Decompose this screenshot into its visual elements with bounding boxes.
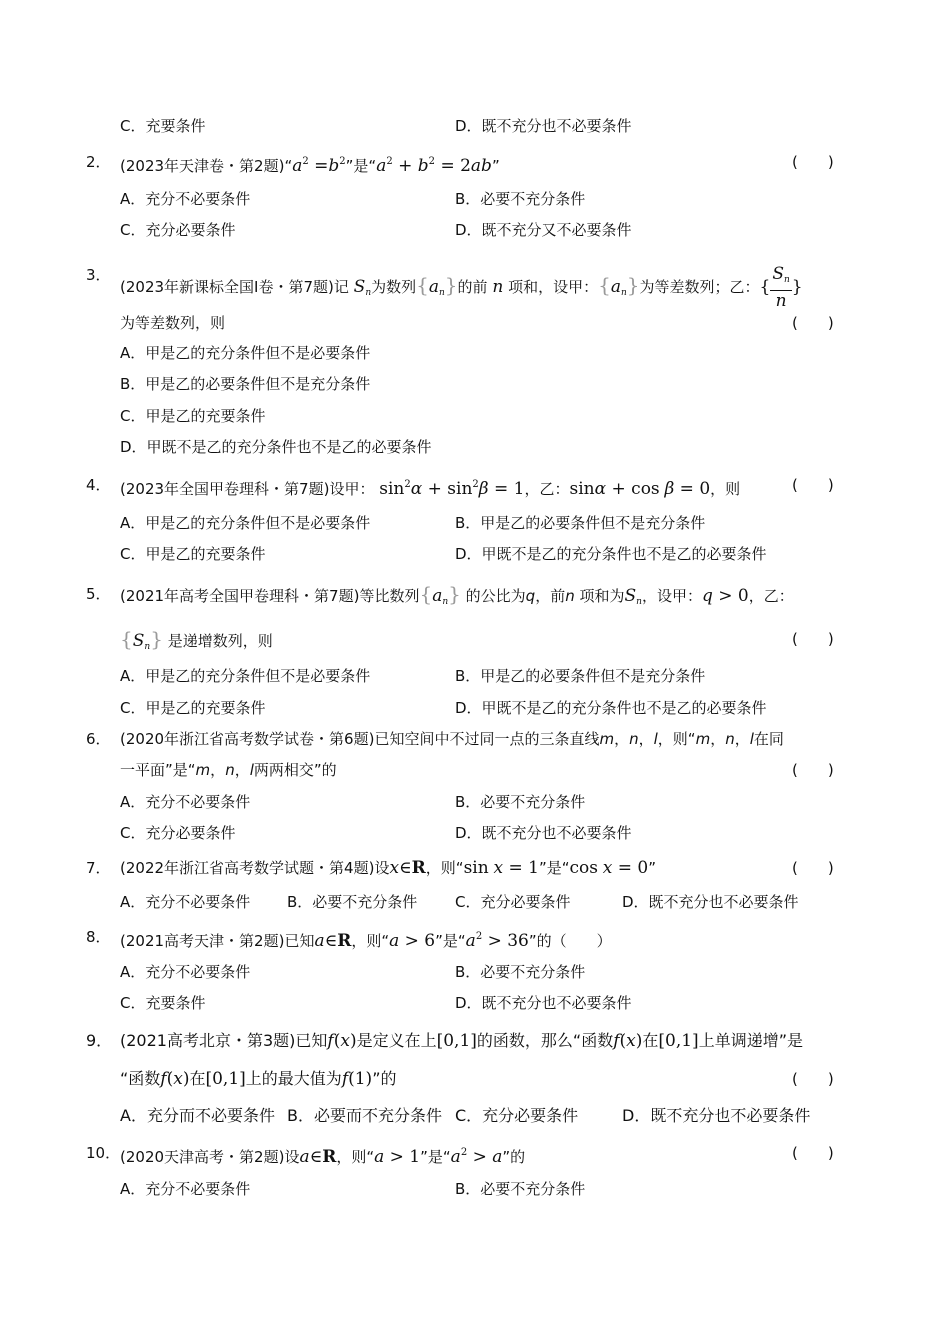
answer-blank: ( )	[792, 761, 834, 779]
text: ”的	[502, 1148, 526, 1166]
quote: ”	[491, 157, 500, 175]
answer-blank: ( )	[792, 1070, 834, 1088]
math-var: f	[341, 1069, 349, 1089]
math-paren: (	[619, 1031, 627, 1051]
text: ，	[614, 730, 630, 748]
math-func: sin	[379, 479, 405, 499]
text: ，则“	[425, 859, 464, 877]
question-stem-cont	[120, 1068, 397, 1090]
question-stem	[120, 583, 794, 613]
text: ，	[638, 730, 654, 748]
option-c: C．充分必要条件	[120, 221, 236, 239]
math-func: sin	[463, 858, 489, 878]
text: ，	[734, 730, 750, 748]
option-d: D．甲既不是乙的充分条件也不是乙的必要条件	[455, 545, 767, 563]
question-stem	[120, 857, 656, 879]
answer-blank: ( )	[792, 1144, 834, 1162]
text: ”是“	[435, 932, 466, 950]
math-paren: )	[635, 1031, 643, 1051]
fraction-sn-over-n	[770, 264, 791, 311]
math-op: = 1	[488, 479, 525, 499]
question-stem	[120, 926, 612, 952]
math-var: x	[340, 1031, 350, 1051]
brace-left: {	[598, 273, 611, 297]
math-var: l	[653, 730, 658, 748]
option-c: C．充分必要条件	[455, 1106, 579, 1125]
math-set: R	[337, 931, 352, 951]
option-c: C．甲是乙的充要条件	[120, 545, 266, 563]
math-var: a	[292, 156, 303, 176]
math-exp: 2	[404, 479, 411, 490]
answer-blank: ( )	[792, 630, 834, 648]
question-number: 9．	[86, 1031, 113, 1050]
math-op: = 0	[612, 858, 649, 878]
math-brace: }	[791, 277, 803, 297]
option-c: C．甲是乙的充要条件	[120, 407, 266, 425]
math-var: x	[602, 858, 613, 878]
text: 上的最大值为	[245, 1069, 342, 1088]
math-var: x	[389, 858, 400, 878]
text: 在同	[753, 730, 784, 748]
math-var: f	[160, 1069, 167, 1089]
math-interval: [0,1]	[436, 1031, 477, 1051]
option-d: D．甲既不是乙的充分条件也不是乙的必要条件	[120, 438, 432, 456]
math-var: β	[664, 479, 675, 499]
question-stem	[120, 474, 740, 500]
math-var: S	[132, 631, 145, 651]
question-stem-cont	[120, 628, 273, 658]
brace-right: }	[448, 582, 461, 606]
question-number: 8．	[86, 928, 111, 946]
option-a: A．充分而不必要条件	[120, 1106, 275, 1125]
math-var: α	[594, 479, 607, 499]
quote: “	[284, 157, 293, 175]
option-a: A．甲是乙的充分条件但不是必要条件	[120, 667, 371, 685]
math-arg: (1)	[348, 1069, 373, 1089]
math-exp: 2	[428, 156, 436, 167]
option-d: D．既不充分也不必要条件	[622, 1106, 811, 1125]
math-sub: n	[620, 288, 627, 298]
text: ”是“	[538, 859, 570, 877]
math-op: = 1	[503, 858, 539, 878]
question-number: 10．	[86, 1144, 121, 1162]
math-var: S	[353, 277, 366, 297]
math-func: sin	[569, 479, 595, 499]
math-op: > 36	[482, 931, 529, 951]
option-a: A．充分不必要条件	[120, 963, 251, 981]
question-number: 5．	[86, 585, 111, 603]
text: 在	[642, 1031, 659, 1050]
math-set: R	[322, 1147, 337, 1167]
text: ，设甲：	[641, 587, 702, 605]
math-var: x	[626, 1031, 636, 1051]
text: 已知	[284, 932, 315, 950]
text: 一平面”是“	[120, 761, 196, 779]
question-stem-cont	[120, 759, 337, 781]
brace-right: }	[150, 627, 163, 651]
text: 是递增数列，则	[167, 632, 273, 650]
math-var: x	[173, 1069, 183, 1089]
math-var: a	[376, 156, 387, 176]
text: 的函数，那么“函数	[476, 1031, 614, 1050]
question-source: (2023年全国甲卷理科・第7题)	[120, 480, 330, 498]
math-exp: 2	[460, 1147, 468, 1158]
option-d: D．既不充分也不必要条件	[455, 994, 632, 1012]
math-var: n	[492, 277, 504, 297]
text: ”的（ ）	[528, 932, 612, 950]
math-sub: n	[442, 597, 449, 607]
math-paren: (	[333, 1031, 341, 1051]
brace-right: }	[444, 273, 458, 297]
option-a: A．充分不必要条件	[120, 793, 251, 811]
math-interval: [0,1]	[658, 1031, 699, 1051]
math-sub: n	[636, 597, 642, 607]
text: 为数列	[371, 278, 417, 296]
math-var: n	[775, 291, 787, 311]
option-d: D．甲既不是乙的充分条件也不是乙的必要条件	[455, 699, 767, 717]
text: 记	[333, 278, 349, 296]
text: 已知空间中不过同一点的三条直线	[374, 730, 600, 748]
option-b: B．必要不充分条件	[455, 190, 586, 208]
answer-blank: ( )	[792, 314, 834, 332]
math-sub: n	[783, 275, 790, 285]
math-var: a	[465, 931, 476, 951]
math-sub: n	[365, 288, 372, 298]
text: ，则“	[351, 932, 390, 950]
math-var: f	[613, 1031, 620, 1051]
math-var: n	[629, 730, 639, 748]
brace-left: {	[416, 273, 429, 297]
question-source: (2021年高考全国甲卷理科・第7题)	[120, 587, 360, 605]
math-op: +	[606, 479, 632, 499]
text: 已知	[295, 1031, 328, 1050]
math-var: q	[525, 587, 536, 605]
math-op: =	[308, 156, 329, 176]
text: 的公比为	[465, 587, 526, 605]
option-b: B．必要不充分条件	[287, 893, 418, 911]
option-b: B．甲是乙的必要条件但不是充分条件	[455, 514, 706, 532]
math-op: = 0	[674, 479, 711, 499]
math-var: m	[695, 730, 711, 748]
question-number: 7．	[86, 859, 111, 877]
math-var: l	[749, 730, 754, 748]
option-b: B．甲是乙的必要条件但不是充分条件	[120, 375, 371, 393]
question-source: (2020年浙江省高考数学试卷・第6题)	[120, 730, 375, 748]
option-a: A．充分不必要条件	[120, 190, 251, 208]
text: 是定义在上	[356, 1031, 437, 1050]
math-var: b	[417, 156, 429, 176]
math-var: α	[410, 479, 423, 499]
question-source: (2021高考天津・第2题)	[120, 932, 285, 950]
question-source: (2023年天津卷・第2题)	[120, 157, 285, 175]
math-var: a	[314, 931, 325, 951]
math-var: n	[725, 730, 735, 748]
text: 设	[374, 859, 390, 877]
brace-right: }	[626, 273, 640, 297]
question-source: (2023年新课标全国Ⅰ卷・第7题)	[120, 278, 334, 296]
option-a: A．充分不必要条件	[120, 1180, 251, 1198]
math-paren: (	[166, 1069, 174, 1089]
math-var: a	[450, 1147, 461, 1167]
question-stem	[120, 1142, 525, 1168]
math-op: = 2	[435, 156, 471, 176]
text: 项和，设甲：	[508, 278, 599, 296]
question-source: (2021高考北京・第3题)	[120, 1031, 296, 1050]
text: ，则	[710, 480, 741, 498]
text: ”是“	[420, 1148, 451, 1166]
option-a: A．甲是乙的充分条件但不是必要条件	[120, 344, 371, 362]
text: 上单调递增”是	[698, 1031, 803, 1050]
option-c: C．充要条件	[120, 994, 206, 1012]
option-b: B．必要不充分条件	[455, 963, 586, 981]
text: “函数	[120, 1069, 161, 1088]
text: 设甲：	[329, 480, 375, 498]
math-var: a	[432, 586, 443, 606]
question-stem-cont: 为等差数列，则	[120, 314, 226, 332]
text: ，乙：	[524, 480, 570, 498]
math-paren: )	[349, 1031, 357, 1051]
math-op: >	[467, 1147, 493, 1167]
text: ，	[210, 761, 226, 779]
math-var: x	[493, 858, 504, 878]
option-a: A．充分不必要条件	[120, 893, 251, 911]
math-op: +	[392, 156, 418, 176]
math-var: a	[374, 1147, 385, 1167]
math-sub: n	[144, 642, 151, 652]
math-var: a	[610, 277, 621, 297]
answer-blank: ( )	[792, 859, 834, 877]
math-var: n	[225, 761, 235, 779]
text: 的前	[457, 278, 488, 296]
math-exp: 2	[472, 479, 479, 490]
option-c: C．充分必要条件	[120, 824, 236, 842]
option-b: B．必要不充分条件	[455, 1180, 586, 1198]
question-source: (2020天津高考・第2题)	[120, 1148, 285, 1166]
text: 为等差数列；乙：	[639, 278, 760, 296]
text: 等比数列	[359, 587, 420, 605]
answer-blank: ( )	[792, 153, 834, 171]
question-stem	[120, 151, 500, 177]
question-number: 6．	[86, 730, 111, 748]
math-op: > 0	[712, 586, 749, 606]
brace-left: {	[120, 627, 133, 651]
math-var: b	[328, 156, 340, 176]
math-paren: )	[182, 1069, 190, 1089]
option-b: B．必要而不充分条件	[287, 1106, 442, 1125]
math-func: cos	[631, 479, 660, 499]
math-var: a	[492, 1147, 503, 1167]
math-var: a	[299, 1147, 310, 1167]
option-c: C．甲是乙的充要条件	[120, 699, 266, 717]
math-var: m	[195, 761, 211, 779]
question-number: 2．	[86, 153, 111, 171]
math-var: a	[428, 277, 439, 297]
text: 两两相交”的	[253, 761, 337, 779]
option-d: D．既不充分也不必要条件	[622, 893, 799, 911]
option-b: B．必要不充分条件	[455, 793, 586, 811]
brace-left: {	[419, 582, 433, 606]
math-var: a	[389, 931, 400, 951]
math-var: S	[772, 264, 784, 284]
question-number: 3．	[86, 266, 111, 284]
option-d: D．既不充分也不必要条件	[455, 117, 632, 135]
math-exp: 2	[339, 156, 346, 167]
answer-blank: ( )	[792, 476, 834, 494]
option-a: A．甲是乙的充分条件但不是必要条件	[120, 514, 371, 532]
math-exp: 2	[386, 156, 393, 167]
math-op: > 1	[384, 1147, 421, 1167]
text: ，乙：	[748, 587, 794, 605]
question-stem	[120, 728, 784, 750]
quote: ”是“	[345, 157, 377, 175]
math-var: S	[624, 586, 637, 606]
text: ，	[234, 761, 250, 779]
option-d: D．既不充分也不必要条件	[455, 824, 632, 842]
question-source: (2022年浙江省高考数学试题・第4题)	[120, 859, 375, 877]
question-stem	[120, 1030, 803, 1052]
math-op: +	[422, 479, 448, 499]
math-op: ∈	[399, 858, 412, 878]
option-c: C．充要条件	[120, 117, 206, 135]
math-var: l	[249, 761, 254, 779]
text: ，前	[535, 587, 566, 605]
math-var: f	[327, 1031, 334, 1051]
text: ”的	[372, 1069, 397, 1088]
text: ，则“	[336, 1148, 375, 1166]
math-func: cos	[569, 858, 598, 878]
math-interval: [0,1]	[205, 1069, 246, 1089]
question-number: 4．	[86, 476, 111, 494]
math-exp: 2	[302, 156, 309, 167]
math-sub: n	[439, 288, 445, 298]
text: 设	[284, 1148, 300, 1166]
option-b: B．甲是乙的必要条件但不是充分条件	[455, 667, 706, 685]
math-op: ∈	[324, 931, 338, 951]
option-c: C．充分必要条件	[455, 893, 571, 911]
math-exp: 2	[475, 931, 483, 942]
math-op: > 6	[399, 931, 436, 951]
math-var: q	[701, 586, 713, 606]
math-brace: {	[759, 277, 771, 297]
text: ，则“	[657, 730, 696, 748]
math-set: R	[411, 858, 426, 878]
math-var: m	[599, 730, 615, 748]
text: ，	[710, 730, 726, 748]
text: 项和为	[579, 587, 625, 605]
math-var: β	[478, 479, 489, 499]
math-func: sin	[447, 479, 473, 499]
text: 在	[189, 1069, 206, 1088]
question-stem	[120, 264, 803, 311]
text: ”	[648, 859, 656, 877]
math-var: n	[565, 587, 575, 605]
option-d: D．既不充分又不必要条件	[455, 221, 632, 239]
math-var: ab	[470, 156, 492, 176]
math-op: ∈	[309, 1147, 323, 1167]
